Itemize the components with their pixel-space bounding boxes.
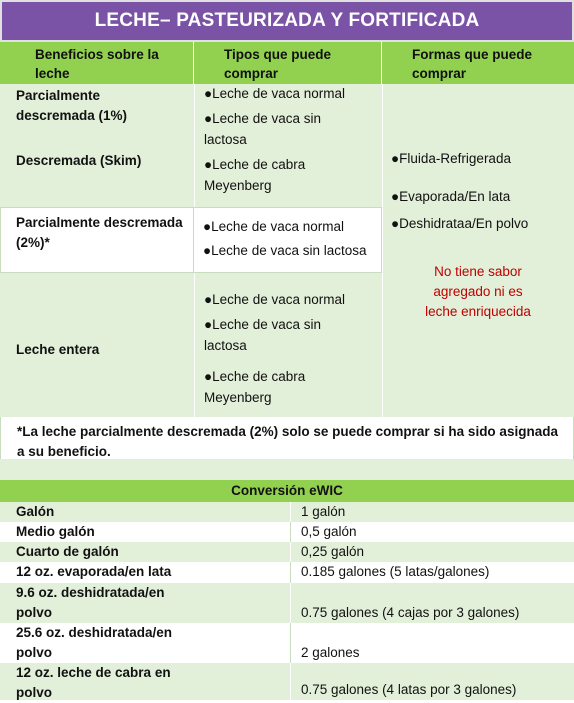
type-label: Leche de vaca sin [212, 317, 321, 332]
bullet-icon: ● [204, 157, 213, 172]
conv-item [0, 502, 290, 522]
types-cell-3 [194, 273, 382, 417]
footnote-text [17, 422, 558, 462]
bullet-icon: ● [203, 219, 212, 234]
header-benefits-line2: leche [35, 66, 70, 81]
conv-value: 2 galones [290, 623, 574, 663]
benefit-whole: Leche entera [16, 342, 100, 357]
table-row [0, 522, 574, 542]
conv-item-text: 9.6 oz. deshidratada/en [16, 585, 165, 600]
footnote-line1: *La leche parcialmente descremada (2%) solo se puede comprar si ha sido asignada [17, 424, 558, 439]
bullet-icon: ● [391, 189, 400, 204]
forms-note [383, 262, 573, 322]
forms-note-line3: leche enriquecida [425, 304, 531, 319]
conv-value: 0,25 galón [290, 542, 574, 562]
table-row [0, 583, 574, 623]
type-label-cont: lactosa [204, 132, 247, 147]
type-label: Leche de vaca sin [212, 111, 321, 126]
benefit-low2-line1: Parcialmente descremada [16, 215, 183, 230]
type-label: Leche de vaca sin lactosa [211, 243, 367, 258]
conv-value: 0.75 galones (4 latas por 3 galones) [290, 663, 574, 700]
conv-item [0, 522, 290, 542]
form-item [391, 187, 510, 207]
page-title: LECHE– PASTEURIZADA Y FORTIFICADA [0, 0, 574, 42]
table-row [0, 542, 574, 562]
benefit-low1-line1: Parcialmente [16, 88, 101, 103]
bullet-icon: ● [391, 151, 400, 166]
form-label: Deshidrataa/En polvo [399, 216, 529, 231]
form-label: Fluida-Refrigerada [399, 151, 511, 166]
forms-note-line2: agregado ni es [433, 284, 523, 299]
conv-item-text: 12 oz. leche de cabra en [16, 665, 171, 680]
conv-item-text: 12 oz. evaporada/en lata [16, 564, 172, 579]
type-label: Leche de vaca normal [211, 219, 344, 234]
bullet-icon: ● [391, 216, 400, 231]
header-types-line2: comprar [224, 66, 279, 81]
header-benefits [0, 42, 194, 84]
conv-value: 0.75 galones (4 cajas por 3 galones) [290, 583, 574, 623]
header-forms-line1: Formas que puede [412, 47, 533, 62]
type-item [204, 84, 345, 104]
conv-item [0, 562, 290, 583]
type-item [204, 155, 305, 175]
conv-item-text: polvo [16, 645, 52, 660]
footnote [0, 417, 574, 459]
footnote-line2: a su beneficio. [17, 444, 111, 459]
benefit-low2 [16, 213, 183, 253]
type-item [203, 241, 367, 261]
types-cell-1 [194, 84, 382, 207]
conv-value: 0,5 galón [290, 522, 574, 542]
type-label-cont: Meyenberg [204, 178, 272, 193]
bullet-icon: ● [204, 317, 213, 332]
header-forms-line2: comprar [412, 66, 467, 81]
type-label: Leche de cabra [212, 369, 306, 384]
conv-item [0, 583, 290, 623]
bullet-icon: ● [203, 243, 212, 258]
spacer-row [0, 459, 574, 480]
conv-item-text: 25.6 oz. deshidratada/en [16, 625, 173, 640]
bullet-icon: ● [204, 369, 213, 384]
conv-item [0, 663, 290, 700]
conv-item [0, 623, 290, 663]
table-row [0, 502, 574, 522]
type-item [204, 367, 305, 387]
form-label: Evaporada/En lata [399, 189, 511, 204]
type-label-cont: Meyenberg [204, 390, 272, 405]
header-forms [382, 42, 574, 84]
benefit-cell-whole [0, 273, 194, 417]
types-cell-2 [194, 207, 382, 273]
table-row [0, 623, 574, 663]
benefit-low1 [16, 86, 127, 126]
type-label: Leche de cabra [212, 157, 306, 172]
benefit-skim: Descremada (Skim) [16, 153, 142, 168]
type-label: Leche de vaca normal [212, 86, 345, 101]
conv-item-text: Galón [16, 504, 55, 519]
bullet-icon: ● [204, 86, 213, 101]
header-benefits-line1: Beneficios sobre la [35, 47, 159, 62]
table-row [0, 562, 574, 583]
type-item [204, 290, 345, 310]
conv-value: 1 galón [290, 502, 574, 522]
type-item [204, 315, 321, 335]
conv-item-text: polvo [16, 685, 52, 700]
benefit-cell-low-skim [0, 84, 194, 207]
conv-value: 0.185 galones (5 latas/galones) [290, 562, 574, 583]
bullet-icon: ● [204, 292, 213, 307]
table-row [0, 663, 574, 700]
forms-note-line1: No tiene sabor [434, 264, 522, 279]
type-label-cont: lactosa [204, 338, 247, 353]
type-label: Leche de vaca normal [212, 292, 345, 307]
form-item [391, 149, 511, 169]
benefit-cell-low2 [0, 207, 194, 273]
type-item [203, 217, 344, 237]
forms-cell [382, 84, 574, 417]
conv-item-text: polvo [16, 605, 52, 620]
form-item [391, 214, 528, 234]
bullet-icon: ● [204, 111, 213, 126]
header-types-line1: Tipos que puede [224, 47, 332, 62]
benefit-low1-line2: descremada (1%) [16, 108, 128, 123]
conversion-header: Conversión eWIC [0, 480, 574, 502]
conv-item [0, 542, 290, 562]
conv-item-text: Cuarto de galón [16, 544, 119, 559]
header-types [194, 42, 382, 84]
conv-item-text: Medio galón [16, 524, 95, 539]
type-item [204, 109, 321, 129]
benefit-low2-line2: (2%)* [16, 235, 50, 250]
